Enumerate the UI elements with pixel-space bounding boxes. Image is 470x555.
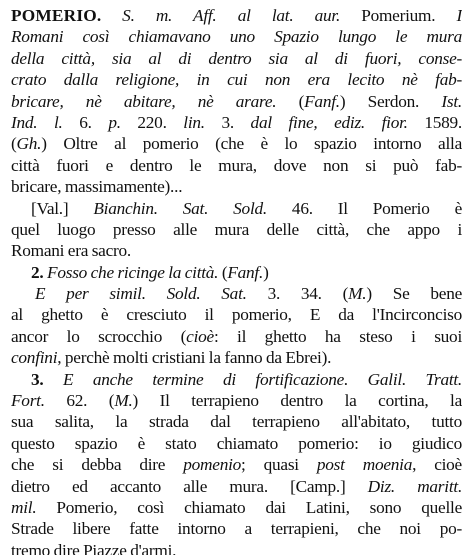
italic-text: Ist.	[441, 91, 462, 111]
body-text: ) Oltre al pomerio (che è lo spazio intorno alla	[41, 134, 462, 154]
body-text: tremo dire Piazze d'armi.	[11, 540, 177, 555]
italic-text: Bianchin. Sat. Sold.	[93, 198, 267, 218]
body-text: città fuori e dentro le mura, dove non si può fab-	[11, 155, 462, 175]
entry-line	[11, 219, 462, 240]
italic-text: post moenia	[316, 455, 413, 475]
entry-line	[11, 304, 462, 325]
italic-text: Diz. maritt.	[367, 476, 462, 496]
italic-text: Fanf.	[304, 91, 340, 111]
body-text: 3. 34. (	[246, 284, 349, 304]
italic-text: mil.	[11, 497, 37, 517]
body-text: 220.	[120, 112, 184, 132]
italic-text: I	[456, 6, 462, 25]
body-text: (	[218, 262, 228, 282]
italic-text: pomenio	[183, 455, 242, 475]
section-number: 3.	[31, 369, 63, 389]
italic-text: Romani così chiamavano uno Spazio lungo le mura	[11, 27, 462, 47]
entry-line	[11, 369, 462, 390]
italic-text: S. m. Aff. al lat. aur.	[122, 6, 341, 25]
body-text: questo spazio è stato chiamato pomerio: io giudico	[11, 433, 462, 453]
dictionary-entry-pomerio	[11, 5, 462, 555]
italic-text: confini	[11, 348, 58, 368]
italic-text: crato dalla religione, in cui non era lecito nè fab-	[11, 70, 462, 90]
entry-line	[11, 454, 462, 475]
body-text: che si debba dire	[11, 455, 184, 475]
body-text: dietro ed accanto alle mura. [Camp.]	[11, 476, 368, 496]
entry-line	[11, 176, 462, 197]
body-text: 62. (	[44, 391, 115, 411]
italic-text: Fosso che ricinge la città.	[47, 262, 219, 282]
entry-line	[11, 476, 462, 497]
body-text: al ghetto è cresciuto il pomerio, E da l'Incirconciso	[11, 305, 462, 325]
body-text: 6.	[62, 112, 109, 132]
body-text: Pomerio, così chiamato dai Latini, sono quelle	[36, 497, 462, 517]
body-text: , cioè	[412, 455, 462, 475]
body-text: 46. Il Pomerio è	[266, 198, 462, 218]
entry-line	[11, 411, 462, 432]
body-text: 3.	[204, 112, 251, 132]
entry-line	[11, 390, 462, 411]
entry-line	[11, 48, 462, 69]
italic-text: p.	[108, 112, 121, 132]
entry-line	[11, 69, 462, 90]
italic-text: Fanf.	[227, 262, 264, 282]
body-text: (	[11, 134, 17, 154]
entry-line	[11, 5, 462, 26]
body-text: [Val.]	[31, 198, 94, 218]
body-text: Romani era sacro.	[11, 241, 131, 261]
body-text: Strade libere fatte intorno a terrapieni, che noi po-	[11, 519, 462, 539]
entry-line	[11, 155, 462, 176]
entry-line	[11, 240, 462, 261]
body-text: Pomerium.	[340, 6, 457, 25]
body-text: quel luogo presso alle mura delle città, che appo i	[11, 219, 462, 239]
headword: POMERIO	[11, 6, 97, 25]
body-text: ) Il terrapieno dentro la cortina, la	[132, 391, 462, 411]
entry-line	[11, 326, 462, 347]
italic-text: E per simil. Sold. Sat.	[35, 284, 247, 304]
entry-line	[11, 26, 462, 47]
entry-line	[11, 518, 462, 539]
section-number: .	[96, 6, 123, 25]
entry-line	[11, 198, 462, 219]
body-text: ) Se bene	[366, 284, 462, 304]
entry-line	[11, 112, 462, 133]
italic-text: bricare, nè abitare, nè arare.	[11, 91, 277, 111]
body-text: )	[263, 262, 269, 282]
italic-text: Ind. l.	[11, 112, 63, 132]
italic-text: M.	[348, 284, 367, 304]
section-number: 2.	[31, 262, 48, 282]
body-text: ) Serdon.	[339, 91, 442, 111]
body-text: 1589.	[407, 112, 462, 132]
entry-line	[11, 347, 462, 368]
italic-text: Fort.	[11, 391, 45, 411]
body-text: , perchè molti cristiani la fanno da Ebrei).	[57, 348, 332, 368]
italic-text: della città, sia al di dentro sia al di fuori, conse-	[11, 48, 462, 68]
entry-line	[11, 540, 462, 555]
body-text: ; quasi	[241, 455, 317, 475]
italic-text: E anche termine di fortificazione. Galil. Tratt.	[63, 369, 462, 389]
entry-line	[11, 133, 462, 154]
body-text: (	[276, 91, 305, 111]
italic-text: cioè	[186, 326, 214, 346]
entry-line	[11, 497, 462, 518]
body-text: bricare, massimamente)...	[11, 177, 183, 197]
italic-text: lin.	[183, 112, 205, 132]
entry-line	[11, 262, 462, 283]
entry-line	[11, 91, 462, 112]
italic-text: M.	[114, 391, 133, 411]
body-text: sua salita, la strada dal terrapieno all'abitato, tutto	[11, 412, 462, 432]
italic-text: dal fine, ediz. fior.	[250, 112, 408, 132]
italic-text: Gh.	[16, 134, 42, 154]
body-text: ancor lo scrocchio (	[11, 326, 187, 346]
entry-line	[11, 283, 462, 304]
entry-line	[11, 433, 462, 454]
body-text: : il ghetto ha steso i suoi	[213, 326, 462, 346]
